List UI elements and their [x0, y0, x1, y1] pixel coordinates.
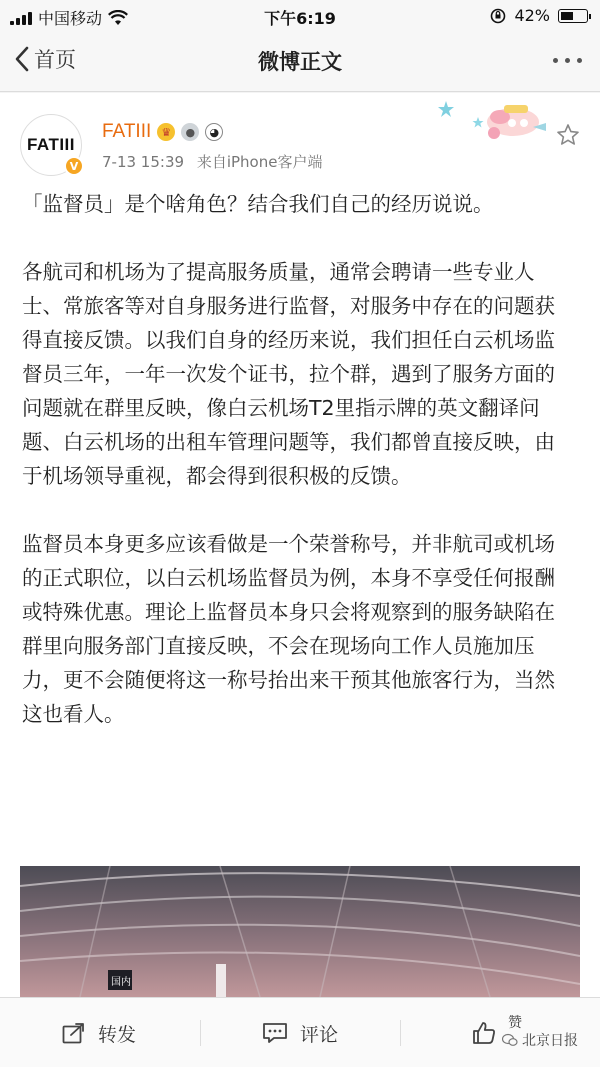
username[interactable]: FATIII — [102, 121, 152, 142]
nav-bar — [0, 32, 600, 92]
battery-percent: 42% — [514, 6, 550, 25]
card-decoration-icon — [438, 97, 548, 147]
post-body — [22, 187, 574, 765]
wechat-logo-icon — [502, 1033, 518, 1047]
post-card — [0, 93, 600, 997]
panda-badge-icon[interactable]: ◕ — [205, 123, 223, 141]
like-label: 赞 — [508, 1015, 522, 1031]
thumbs-up-icon — [472, 1021, 496, 1045]
orientation-lock-icon — [490, 8, 506, 24]
airport-ceiling-photo — [20, 866, 580, 997]
username-row — [102, 121, 223, 143]
chevron-left-icon — [14, 46, 30, 72]
post-paragraph: 各航司和机场为了提高服务质量，通常会聘请一些专业人士、常旅客等对自身服务进行监督，对服务中存在的问题获得直接反馈。以我们自身的经历来说，我们担任白云机场监督员三年，一年一次发个证书，拉个群，遇到了服务方面的问题就在群里反映，像白云机场T2里指示牌的英文翻译问题、白云机场的出租车管理问题等，我们都曾直接反映，由于机场领导重视，都会得到很积极的反馈。 — [22, 260, 555, 488]
more-menu-icon[interactable] — [553, 58, 582, 63]
carrier-label: 中国移动 — [38, 9, 103, 28]
repost-icon — [62, 1022, 86, 1044]
crown-badge-icon[interactable]: ♛ — [157, 123, 175, 141]
favorite-star-icon[interactable] — [556, 123, 580, 147]
verified-badge-icon: V — [64, 156, 84, 176]
status-bar — [0, 0, 600, 32]
post-image[interactable] — [20, 866, 580, 997]
repost-button[interactable] — [62, 998, 136, 1067]
divider — [200, 1020, 201, 1046]
post-meta — [102, 151, 330, 172]
comment-button[interactable] — [262, 998, 338, 1067]
page-title: 微博正文 — [258, 50, 342, 74]
watermark-label: 北京日报 — [522, 1033, 578, 1049]
back-button[interactable] — [14, 44, 76, 74]
post-date: 7-13 15:39 — [102, 153, 185, 171]
battery-icon — [558, 9, 588, 23]
terminal-sign: 国内 — [111, 977, 131, 988]
post-paragraph: 「监督员」是个啥角色？结合我们自己的经历说说。 — [22, 192, 494, 216]
status-time: 下午6:19 — [264, 9, 336, 28]
post-paragraph: 监督员本身更多应该看做是一个荣誉称号，并非航司或机场的正式职位，以白云机场监督员为例，本身不享受任何报酬或特殊优惠。理论上监督员本身只会将观察到的服务缺陷在群里向服务部门直接反映，不会在现场向工作人员施加压力，更不会随便将这一称号抬出来干预其他旅客行为，当然这也看人。 — [22, 532, 555, 726]
medal-badge-icon[interactable]: ● — [181, 123, 199, 141]
post-source: 来自iPhone客户端 — [196, 153, 323, 171]
avatar-logo: FATIII — [26, 135, 75, 154]
comment-icon — [262, 1022, 288, 1044]
divider — [400, 1020, 401, 1046]
watermark — [502, 1030, 578, 1050]
status-right — [490, 6, 588, 25]
back-label: 首页 — [34, 48, 76, 72]
comment-label: 评论 — [300, 1023, 339, 1046]
repost-label: 转发 — [98, 1023, 137, 1046]
